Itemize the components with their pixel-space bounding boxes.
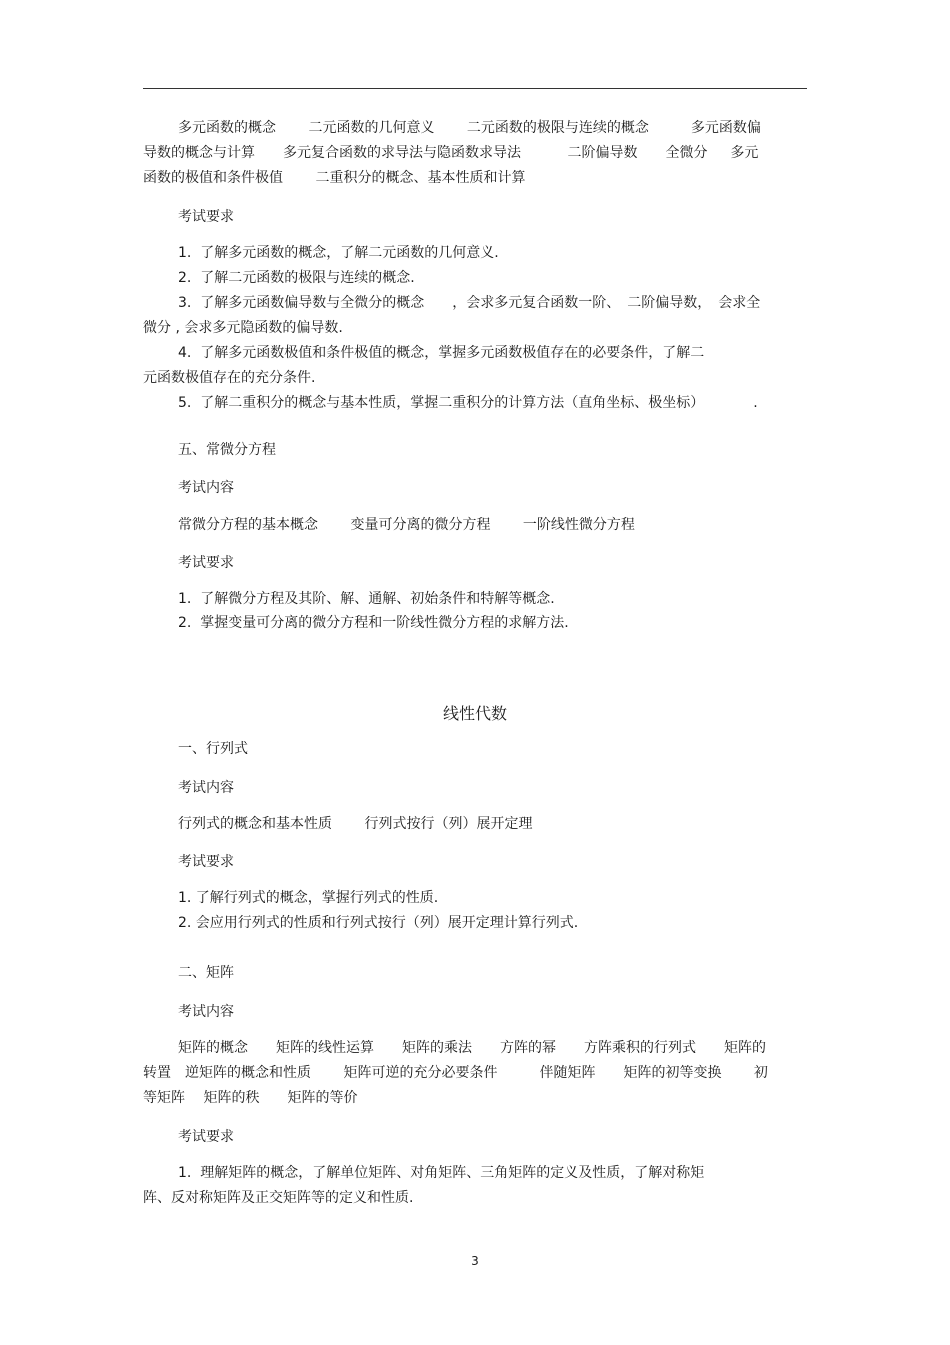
section-label: 考试要求	[178, 854, 234, 870]
text-line: 等矩阵 矩阵的秩 矩阵的等价	[143, 1090, 358, 1106]
section-heading: 五、常微分方程	[178, 442, 276, 458]
list-item: 2. 掌握变量可分离的微分方程和一阶线性微分方程的求解方法.	[178, 615, 569, 631]
text-line: 常微分方程的基本概念 变量可分离的微分方程 一阶线性微分方程	[178, 517, 635, 533]
text-line: 行列式的概念和基本性质 行列式按行（列）展开定理	[178, 816, 533, 832]
section-label: 考试内容	[178, 480, 234, 496]
section-label: 考试要求	[178, 555, 234, 571]
section-heading: 二、矩阵	[178, 965, 234, 981]
section-label: 考试要求	[178, 1129, 234, 1145]
page-number: 3	[471, 1254, 479, 1268]
list-item: 1. 理解矩阵的概念，了解单位矩阵、对角矩阵、三角矩阵的定义及性质，了解对称矩	[178, 1165, 705, 1181]
list-item: 3. 了解多元函数偏导数与全微分的概念 ，会求多元复合函数一阶、 二阶偏导数， 会求全	[178, 295, 761, 311]
section-label: 考试内容	[178, 780, 234, 796]
text-line: 矩阵的概念 矩阵的线性运算 矩阵的乘法 方阵的幂 方阵乘积的行列式 矩阵的	[178, 1040, 766, 1056]
section-heading: 一、行列式	[178, 741, 248, 757]
list-item: 5. 了解二重积分的概念与基本性质，掌握二重积分的计算方法（直角坐标、极坐标） .	[178, 395, 758, 411]
list-item-cont: 元函数极值存在的充分条件.	[143, 370, 316, 386]
list-item: 1. 了解行列式的概念，掌握行列式的性质.	[178, 890, 439, 906]
list-item-cont: 微分 , 会求多元隐函数的偏导数.	[143, 320, 343, 336]
section-label: 考试要求	[178, 209, 234, 225]
list-item: 1. 了解多元函数的概念，了解二元函数的几何意义.	[178, 245, 499, 261]
text-line: 函数的极值和条件极值 二重积分的概念、基本性质和计算	[143, 170, 526, 186]
text-line: 导数的概念与计算 多元复合函数的求导法与隐函数求导法 二阶偏导数 全微分 多元	[143, 145, 759, 161]
text-line: 多元函数的概念 二元函数的几何意义 二元函数的极限与连续的概念 多元函数偏	[178, 120, 761, 136]
section-label: 考试内容	[178, 1004, 234, 1020]
list-item: 2. 会应用行列式的性质和行列式按行（列）展开定理计算行列式.	[178, 915, 579, 931]
list-item: 2. 了解二元函数的极限与连续的概念.	[178, 270, 415, 286]
list-item: 4. 了解多元函数极值和条件极值的概念，掌握多元函数极值存在的必要条件，了解二	[178, 345, 705, 361]
text-line: 转置 逆矩阵的概念和性质 矩阵可逆的充分必要条件 伴随矩阵 矩阵的初等变换 初	[143, 1065, 768, 1081]
list-item: 1. 了解微分方程及其阶、解、通解、初始条件和特解等概念.	[178, 591, 555, 607]
list-item-cont: 阵、反对称矩阵及正交矩阵等的定义和性质.	[143, 1190, 414, 1206]
header-rule	[143, 88, 807, 89]
chapter-title: 线性代数	[442, 704, 507, 723]
